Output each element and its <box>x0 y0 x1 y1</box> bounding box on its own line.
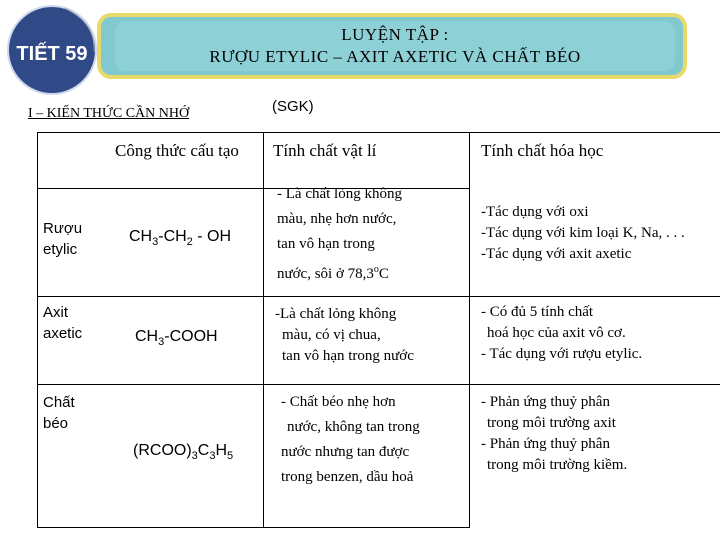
chemical-line: trong môi trường axit <box>487 415 616 431</box>
chemical-line: - Có đủ 5 tính chất <box>481 304 594 320</box>
formula-subscript: 2 <box>186 236 193 249</box>
physical-line: nước, không tan trong <box>287 419 420 435</box>
physical-line: -Là chất lỏng không <box>275 306 397 322</box>
row-label-line: Axit <box>43 304 69 321</box>
table-border-left <box>37 132 38 528</box>
physical-acetic-acid <box>275 304 465 367</box>
title-banner-inner <box>115 21 675 71</box>
summary-table <box>37 132 720 528</box>
title-banner <box>97 13 687 79</box>
row-label-line: etylic <box>43 241 78 258</box>
chemical-line: -Tác dụng với oxi <box>481 204 589 220</box>
temperature-unit: C <box>378 266 389 282</box>
formula-subscript: 3 <box>158 336 165 349</box>
physical-line: - Chất béo nhẹ hơn <box>281 394 396 410</box>
chemical-ethanol <box>481 202 685 265</box>
formula-subscript: 3 <box>209 450 216 463</box>
formula-subscript: 3 <box>191 450 198 463</box>
formula-part: -COOH <box>164 328 218 345</box>
formula-part: CH <box>135 328 159 345</box>
table-divider-row2 <box>37 296 720 297</box>
physical-line: tan vô hạn trong nước <box>282 348 414 364</box>
formula-acetic-acid <box>135 328 218 348</box>
physical-line: tan vô hạn trong <box>277 236 375 252</box>
row-label-line: Chất <box>43 394 75 411</box>
formula-subscript: 3 <box>152 236 159 249</box>
formula-part: H <box>215 442 228 459</box>
row-label-ethanol <box>43 218 82 260</box>
physical-line: - Là chất lỏng không <box>277 186 402 202</box>
reference-note: (SGK) <box>272 98 314 115</box>
physical-line <box>277 257 465 287</box>
chemical-line: -Tác dụng với kim loại K, Na, . . . <box>481 225 685 241</box>
physical-line: nước nhưng tan được <box>281 444 410 460</box>
row-label-acetic-acid <box>43 302 82 344</box>
badge-text: TIẾT 59 <box>16 43 88 65</box>
chemical-fat <box>481 392 627 476</box>
physical-line: màu, nhẹ hơn nước, <box>277 211 397 227</box>
chemical-line: hoá học của axit vô cơ. <box>487 325 626 341</box>
formula-subscript: 5 <box>227 450 234 463</box>
formula-ethanol <box>129 228 231 248</box>
header-formula: Công thức cấu tạo <box>115 141 239 160</box>
section-heading: I – KIẾN THỨC CẦN NHỚ <box>28 106 190 121</box>
formula-part: -CH <box>158 228 187 245</box>
degree-mark: o <box>373 264 379 275</box>
lesson-badge <box>4 2 100 98</box>
header-chemical: Tính chất hóa học <box>481 141 604 160</box>
table-border-bottom <box>37 527 469 528</box>
row-label-line: axetic <box>43 325 83 342</box>
row-label-line: Rượu <box>43 220 83 237</box>
chemical-line: - Tác dụng với rượu etylic. <box>481 346 643 362</box>
formula-part: - OH <box>192 228 232 245</box>
chemical-line: -Tác dụng với axit axetic <box>481 246 632 262</box>
chemical-line: trong môi trường kiềm. <box>487 457 628 473</box>
table-divider-col2 <box>263 132 264 528</box>
physical-line: trong benzen, dầu hoả <box>281 469 414 485</box>
header-physical: Tính chất vật lí <box>273 141 377 160</box>
chemical-acetic-acid <box>481 302 642 365</box>
table-border-top <box>37 132 720 133</box>
row-label-line: béo <box>43 415 69 432</box>
table-divider-col3 <box>469 132 470 528</box>
physical-line: màu, có vị chua, <box>282 327 381 343</box>
physical-fat <box>281 390 467 490</box>
formula-part: CH <box>129 228 153 245</box>
row-label-fat <box>43 392 75 434</box>
table-divider-row3 <box>37 384 720 385</box>
formula-fat <box>133 442 233 462</box>
physical-ethanol <box>277 182 465 287</box>
physical-text: nước, sôi ở 78,3 <box>277 266 374 282</box>
title-line-1: LUYỆN TẬP : <box>341 25 449 44</box>
chemical-line: - Phản ứng thuỷ phân <box>481 394 610 410</box>
chemical-line: - Phản ứng thuỷ phân <box>481 436 610 452</box>
title-line-2: RƯỢU ETYLIC – AXIT AXETIC VÀ CHẤT BÉO <box>209 47 581 66</box>
formula-part: C <box>197 442 210 459</box>
formula-part: (RCOO) <box>133 442 192 459</box>
